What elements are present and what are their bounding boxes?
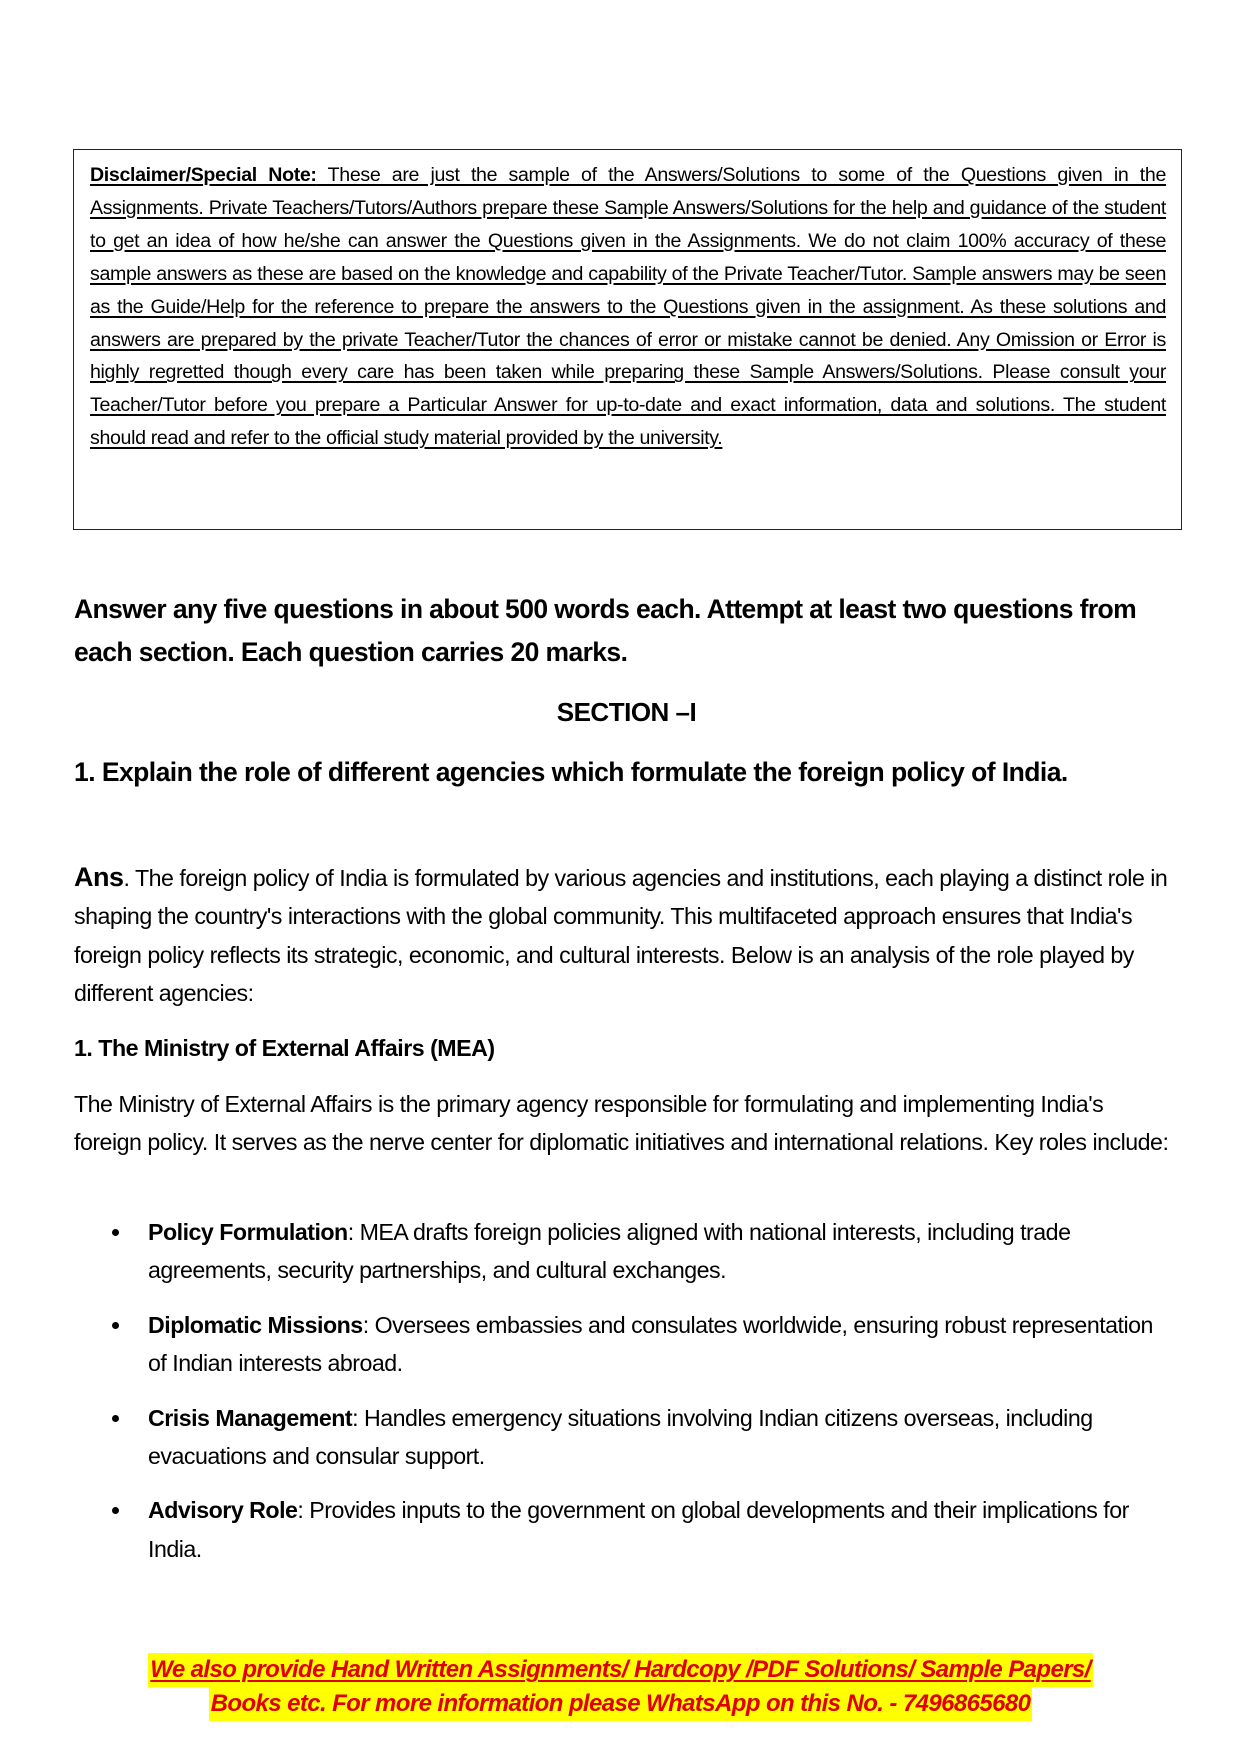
bullet-icon: [112, 1415, 119, 1422]
promo-line-2: Books etc. For more information please WhatsApp on this No. - 7496865680: [209, 1687, 1033, 1721]
key-roles-list: [74, 1213, 1174, 1584]
answer-label: Ans: [74, 862, 124, 892]
answer-intro-text: . The foreign policy of India is formulated by various agencies and institutions, each playing a distinct role in shaping the country's interactions with the global community. This multifaceted approach ensures that India's foreign policy reflects its strategic, economic, and cultural interests. Below is an analysis of the role played by different agencies:: [74, 865, 1168, 1007]
disclaimer-body: These are just the sample of the Answers/Solutions to some of the Questions given in the Assignments. Private Teachers/Tutors/Authors prepare these Sample Answers/Solutions for the help and guidance of the student to get an idea of how he/she can answer the Questions given in the Assignments. We do not claim 100% accuracy of these sample answers as these are based on the knowledge and capability of the Private Teacher/Tutor. Sample answers may be seen as the Guide/Help for the reference to prepare the answers to the Questions given in the assignment. As these solutions and answers are prepared by the private Teacher/Tutor the chances of error or mistake cannot be denied. Any Omission or Error is highly regretted though every care has been taken while preparing these Sample Answers/Solutions. Please consult your Teacher/Tutor before you prepare a Particular Answer for up-to-date and exact information, data and solutions. The student should read and refer to the official study material provided by the university.: [90, 164, 1166, 450]
section-title: SECTION –I: [556, 697, 697, 727]
promo-line-1: We also provide Hand Written Assignments/ Hardcopy /PDF Solutions/ Sample Papers/: [148, 1653, 1093, 1687]
bullet-term: Crisis Management: [148, 1404, 353, 1431]
subsection-paragraph: The Ministry of External Affairs is the primary agency responsible for formulating and implementing India's foreign policy. It serves as the nerve center for diplomatic initiatives and international relations. Key roles include:: [74, 1091, 1169, 1156]
disclaimer-lead: Disclaimer/Special Note:: [90, 164, 317, 186]
exam-instructions: Answer any five questions in about 500 words each. Attempt at least two questions from each section. Each question carries 20 marks.: [74, 594, 1137, 667]
list-item: [74, 1491, 1174, 1568]
bullet-icon: [112, 1229, 119, 1236]
bullet-text: : Oversees embassies and consulates worldwide, ensuring robust representation of Indian interests abroad.: [148, 1311, 1153, 1377]
bullet-text: : MEA drafts foreign policies aligned with national interests, including trade agreements, security partnerships, and cultural exchanges.: [148, 1219, 1071, 1284]
bullet-term: Policy Formulation: [148, 1219, 348, 1245]
answer-intro: [74, 858, 1184, 1013]
bullet-icon: [112, 1322, 119, 1329]
question-heading: 1. Explain the role of different agencies which formulate the foreign policy of India.: [74, 757, 1068, 787]
bullet-term: Diplomatic Missions: [148, 1311, 363, 1338]
disclaimer-box: [73, 149, 1182, 530]
bullet-text: : Provides inputs to the government on global developments and their implications for India.: [148, 1497, 1129, 1562]
bullet-term: Advisory Role: [148, 1497, 298, 1524]
list-item: [74, 1213, 1174, 1290]
subsection-heading: 1. The Ministry of External Affairs (MEA): [74, 1035, 495, 1061]
disclaimer-text: [90, 159, 1166, 455]
list-item: [74, 1306, 1174, 1383]
bullet-icon: [112, 1507, 119, 1514]
promo-footer: [0, 1653, 1241, 1721]
list-item: [74, 1399, 1174, 1476]
bullet-text: : Handles emergency situations involving Indian citizens overseas, including evacuations and consular support.: [148, 1404, 1093, 1470]
